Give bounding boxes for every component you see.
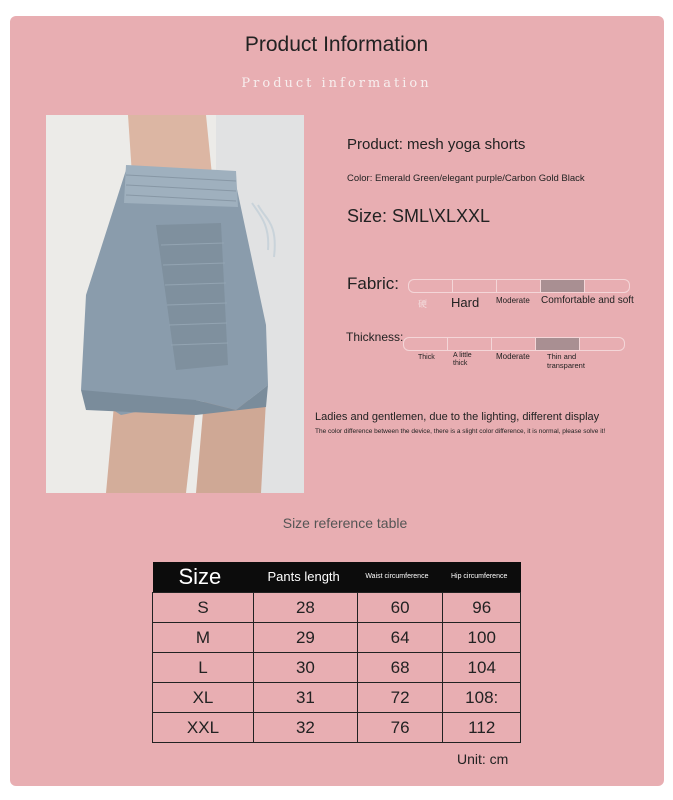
header-waist: Waist circumference	[357, 562, 443, 593]
size-table-title: Size reference table	[282, 515, 408, 531]
table-cell: 31	[254, 683, 358, 713]
table-cell: 60	[357, 593, 443, 623]
table-row	[153, 683, 521, 713]
table-cell: 29	[254, 623, 358, 653]
thickness-scale	[403, 337, 625, 351]
table-cell: S	[153, 593, 254, 623]
table-cell: 104	[443, 653, 521, 683]
table-cell: 28	[254, 593, 358, 623]
thickness-scale-segment	[580, 338, 624, 350]
table-cell: XL	[153, 683, 254, 713]
fabric-scale-segment	[453, 280, 497, 292]
fabric-scale-segment-active	[541, 280, 585, 292]
table-cell: 72	[357, 683, 443, 713]
thickness-scale-label: Thin and transparent	[547, 352, 585, 370]
thickness-scale-segment	[448, 338, 492, 350]
table-cell: 108:	[443, 683, 521, 713]
shorts-illustration	[46, 115, 304, 493]
table-cell: 68	[357, 653, 443, 683]
fabric-scale-label: Hard	[451, 295, 480, 310]
table-cell: 64	[357, 623, 443, 653]
fabric-scale-label: Moderate	[496, 296, 530, 305]
table-row	[153, 593, 521, 623]
table-cell: 96	[443, 593, 521, 623]
table-cell: 30	[254, 653, 358, 683]
fabric-scale-label: 硬	[418, 299, 428, 309]
size-table	[152, 562, 521, 743]
fabric-scale-label: Comfortable and soft	[541, 295, 634, 306]
fabric-scale-segment	[585, 280, 629, 292]
color-difference-note: The color difference between the device, there is a slight color difference, it is normal, please solve it!	[315, 428, 606, 435]
product-photo	[46, 115, 304, 493]
thickness-scale-segment-active	[536, 338, 580, 350]
table-cell: 76	[357, 713, 443, 743]
unit-label: Unit: cm	[457, 751, 509, 767]
product-colors: Color: Emerald Green/elegant purple/Carbon Gold Black	[347, 173, 585, 184]
table-cell: 112	[443, 713, 521, 743]
thickness-label: Thickness:	[346, 330, 404, 344]
size-table-header	[153, 562, 521, 593]
fabric-scale	[408, 279, 630, 293]
thickness-scale-segment	[404, 338, 448, 350]
table-row	[153, 623, 521, 653]
header-hip: Hip circumference	[443, 562, 521, 593]
table-cell: 100	[443, 623, 521, 653]
table-cell: XXL	[153, 713, 254, 743]
fabric-scale-segment	[409, 280, 453, 292]
thickness-scale-label: A little thick	[453, 352, 472, 367]
header-size: Size	[153, 562, 254, 593]
table-cell: L	[153, 653, 254, 683]
lighting-note: Ladies and gentlemen, due to the lighting, different display	[315, 411, 600, 423]
thickness-scale-segment	[492, 338, 536, 350]
fabric-scale-segment	[497, 280, 541, 292]
table-cell: 32	[254, 713, 358, 743]
thickness-scale-label: Thick	[418, 354, 435, 361]
page-subtitle: Product information	[241, 76, 432, 91]
product-name: Product: mesh yoga shorts	[347, 136, 526, 153]
product-sizes: Size: SML\XLXXL	[347, 206, 491, 226]
table-row	[153, 653, 521, 683]
table-row	[153, 713, 521, 743]
table-cell: M	[153, 623, 254, 653]
page-title: Product Information	[244, 33, 429, 56]
thickness-scale-label: Moderate	[496, 352, 530, 361]
fabric-label: Fabric:	[347, 274, 399, 293]
header-pants-length: Pants length	[254, 562, 358, 593]
